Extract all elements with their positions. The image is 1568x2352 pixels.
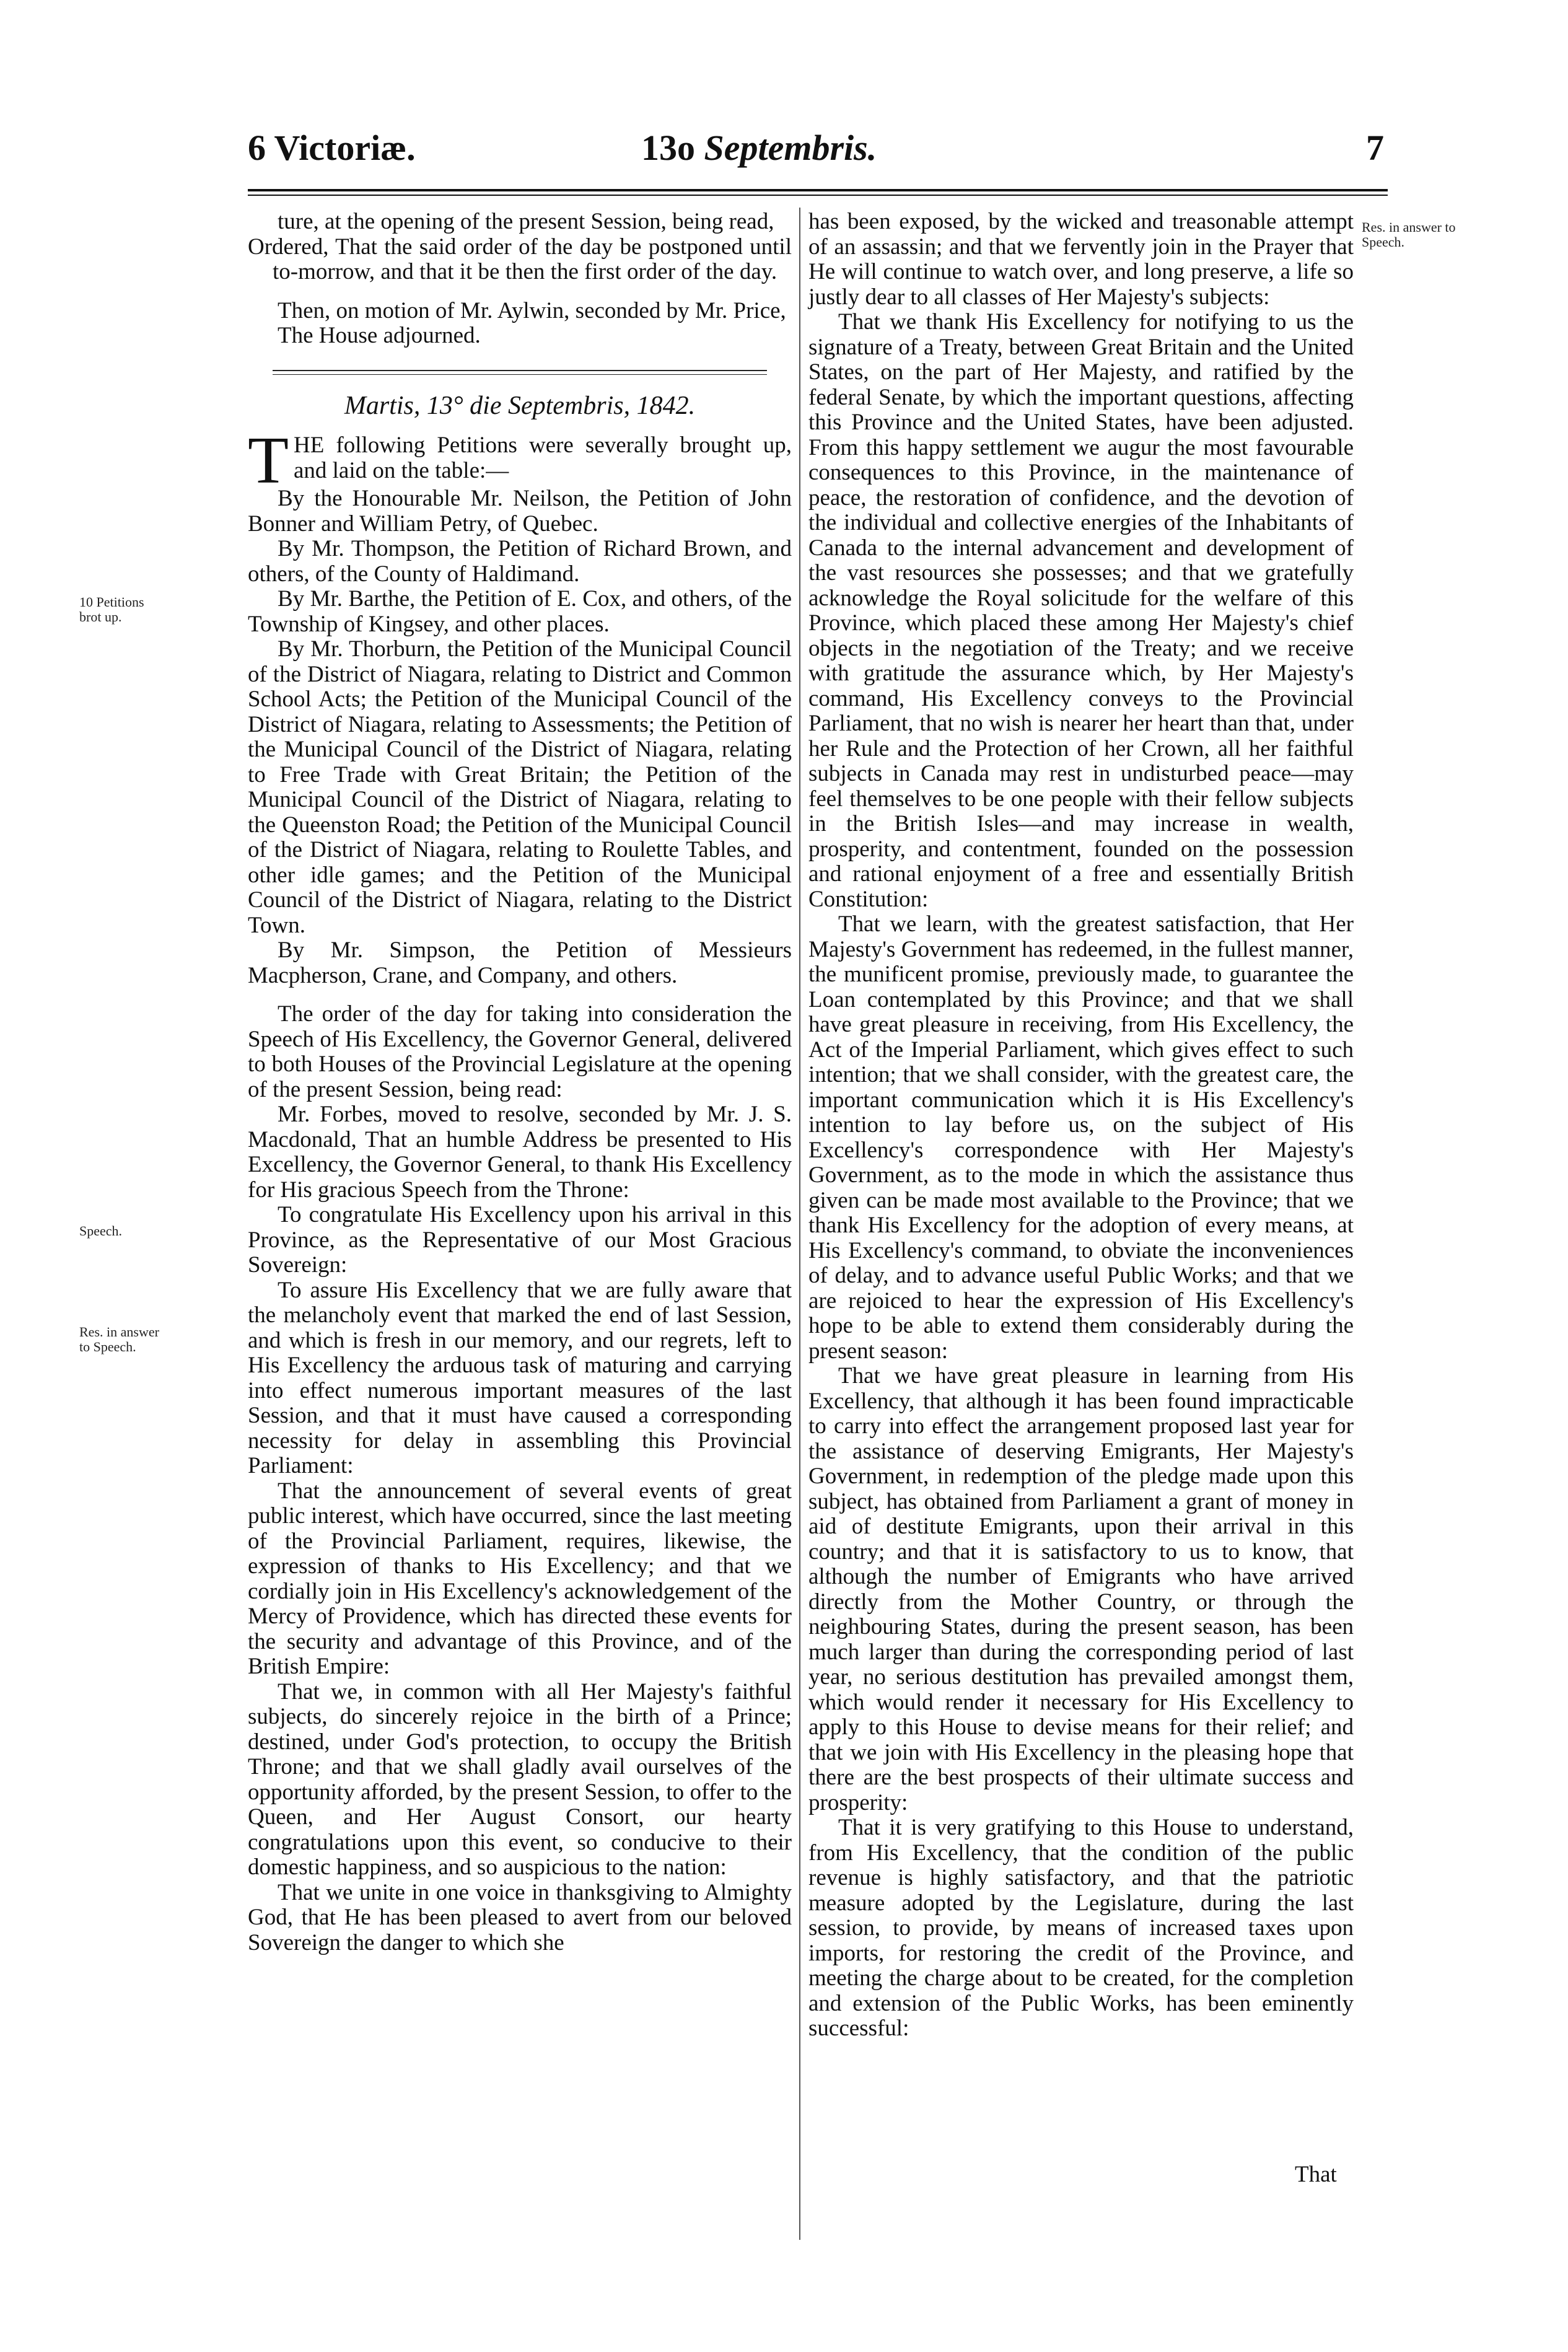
running-head-date: 13o <box>641 128 695 168</box>
day-heading: Martis, 13° die Septembris, 1842. <box>344 391 696 420</box>
resolution-clause: That we learn, with the greatest satisfaction, that Her Majesty's Government has redeemed, in the fullest manner, the munificent promise, previously made, to guarantee the Loan contemplated by this Province; and that we shall have great pleasure in receiving, from His Excellency, the Act of the Imperial Parliament, which gives effect to such intention; that we shall consider, with the greatest care, the important communication which it is His Excellency's intention to lay before us, on the subject of His Excellency's correspondence with Her Majesty's Government, as to the mode in which the assistance thus given can be made most available to the Province; that we thank His Excellency for the adoption of every means, at His Excellency's command, to obviate the inconveniences of delay, and to advance useful Public Works; and that we are rejoiced to hear the expression of His Excellency's hope to be able to extend them considerably during the present season: <box>808 911 1354 1364</box>
margin-note-speech: Speech. <box>79 1223 123 1239</box>
drop-cap: T <box>248 424 289 498</box>
margin-note-petitions: 10 Petitions brot up. <box>79 594 144 625</box>
resolution-clause: That we have great pleasure in learning from His Excellency, that although it has been found impracticable to carry into effect the arrangement proposed last year for the assistance of deserving Emigrants, Her Majesty's Government, in redemption of the pledge made upon this subject, has obtained from Parliament a grant of money in aid of destitute Emigrants, upon their arrival in this country; and that it is satisfactory to us to know, that although the number of Emigrants who have arrived directly from the Mother Country, or through the neighbouring States, during the present season, has been much larger than during the corresponding period of last year, no serious destitution has prevailed amongst them, which would render it necessary for His Excellency to apply to this House to devise means for their relief; and that we join with His Excellency in the pleasing hope that there are the best prospects of their ultimate success and prosperity: <box>808 1363 1354 1815</box>
resolution-clause: has been exposed, by the wicked and treasonable attempt of an assassin; and that we fervently join in the Prayer that He will continue to watch over, and long preserve, a life so justly dear to all classes of Her Majesty's subjects: <box>808 209 1354 310</box>
right-column <box>808 209 1354 2042</box>
running-head-center <box>641 130 877 166</box>
resolution-clause: That we unite in one voice in thanksgiving to Almighty God, that He has been pleased to avert from our beloved Sovereign the danger to which she <box>248 1879 792 1955</box>
catchword: That <box>1295 2162 1337 2187</box>
petitions-intro-text: HE following Petitions were severally brought up, and laid on the table:— <box>293 432 792 483</box>
resolution-clause: That we thank His Excellency for notifying to us the signature of a Treaty, between Great Britain and the United States, on the part of Her Majesty, and ratified by the federal Senate, by which the important questions, affecting this Province and the United States, have been adjusted. From this happy settlement we augur the most favourable consequences to this Province, in the maintenance of peace, the restoration of confidence, and the devotion of the individual and collective energies of the Inhabitants of Canada to the internal advancement and development of the vast resources she possesses; and that we gratefully acknowledge the Royal solicitude for the welfare of this Province, which placed these among Her Majesty's chief objects in the negotiation of the Treaty; and we receive with gratitude the assurance which, by Her Majesty's command, His Excellency conveys to the Provincial Parliament, that no wish is nearer her heart than that, under her Rule and the Protection of her Crown, all her faithful subjects in Canada may rest in undisturbed peace—may feel themselves to be one people with their fellow subjects in the British Isles—and may increase in wealth, prosperity, and contentment, founded on the possession and rational enjoyment of a free and essentially British Constitution: <box>808 309 1354 912</box>
resolution-clause: To congratulate His Excellency upon his arrival in this Province, as the Representative of our Most Gracious Sovereign: <box>248 1202 792 1278</box>
petition-entry: By Mr. Simpson, the Petition of Messieurs Macpherson, Crane, and Company, and others. <box>248 937 792 988</box>
speech-order-paragraph: The order of the day for taking into consideration the Speech of His Excellency, the Governor General, delivered to both Houses of the Provincial Legislature at the opening of the present Session, being read: <box>248 1001 792 1102</box>
resolution-motion: Mr. Forbes, moved to resolve, seconded by Mr. J. S. Macdonald, That an humble Address be presented to His Excellency, the Governor General, to thank His Excellency for His gracious Speech from the Throne: <box>248 1102 792 1203</box>
petitions-intro <box>248 424 792 498</box>
running-head-month: Septembris. <box>704 128 877 168</box>
section-rule <box>273 370 767 371</box>
column-separator <box>799 208 800 2240</box>
petition-entry: By Mr. Barthe, the Petition of E. Cox, and others, of the Township of Kingsey, and other places. <box>248 586 792 637</box>
petition-entry: By Mr. Thompson, the Petition of Richard Brown, and others, of the County of Haldimand. <box>248 536 792 587</box>
resolution-clause: That it is very gratifying to this House to understand, from His Excellency, that the condition of the public revenue is highly satisfactory, and that the patriotic measure adopted by the Legislature, during the last session, to provide, by means of increased taxes upon imports, for restoring the credit of the Province, and meeting the charge about to be created, for the completion and extension of the Public Works, has been eminently successful: <box>808 1815 1354 2041</box>
margin-note-resolution-right: Res. in answer to Speech. <box>1362 219 1456 250</box>
resolution-clause: That the announcement of several events of great public interest, which have occurred, since the last meeting of the Provincial Parliament, requires, likewise, the expression of thanks to His Excellency; and that we cordially join in His Excellency's acknowledgement of the Mercy of Providence, which has directed these events for the security and advantage of this Province, and of the British Empire: <box>248 1478 792 1679</box>
section-rule-thin <box>273 374 767 375</box>
petition-entry: By Mr. Thorburn, the Petition of the Municipal Council of the District of Niagara, relating to District and Common School Acts; the Petition of the Municipal Council of the District of Niagara, relating to Assessments; the Petition of the Municipal Council of the District of Niagara, relating to Free Trade with Great Britain; the Petition of the Municipal Council of the District of Niagara, relating to the Queenston Road; the Petition of the Municipal Council of the District of Niagara, relating to Roulette Tables, and other idle games; and the Petition of the Municipal Council of the District of Niagara, relating to the District Town. <box>248 636 792 938</box>
header-rule <box>248 189 1388 191</box>
motion-paragraph: Then, on motion of Mr. Aylwin, seconded by Mr. Price, <box>278 297 786 323</box>
resolution-clause: To assure His Excellency that we are fully aware that the melancholy event that marked the end of last Session, and which is fresh in our memory, and our regrets, left to His Excellency the arduous task of maturing and carrying into effect numerous important measures of the last Session, and that it must have caused a corresponding necessity for delay in assembling this Provincial Parliament: <box>248 1277 792 1478</box>
running-head-left: 6 Victoriæ. <box>248 128 416 168</box>
paragraph: ture, at the opening of the present Session, being read, <box>278 209 774 234</box>
margin-note-resolution: Res. in answer to Speech. <box>79 1324 159 1354</box>
order-paragraph: Ordered, That the said order of the day be postponed until to-morrow, and that it be then the first order of the day. <box>248 234 792 284</box>
adjourned-line: The House adjourned. <box>278 323 481 348</box>
page-number: 7 <box>1366 128 1384 168</box>
left-column <box>248 209 792 1955</box>
resolution-clause: That we, in common with all Her Majesty's faithful subjects, do sincerely rejoice in the birth of a Prince; destined, under God's protection, to occupy the British Throne; and that we shall gladly avail ourselves of the opportunity afforded, by the present Session, to offer to the Queen, and Her August Consort, our hearty congratulations upon this event, so conducive to their domestic happiness, and so auspicious to the nation: <box>248 1678 792 1880</box>
header-rule-thin <box>248 195 1388 196</box>
petition-entry: By the Honourable Mr. Neilson, the Petition of John Bonner and William Petry, of Quebec. <box>248 486 792 537</box>
